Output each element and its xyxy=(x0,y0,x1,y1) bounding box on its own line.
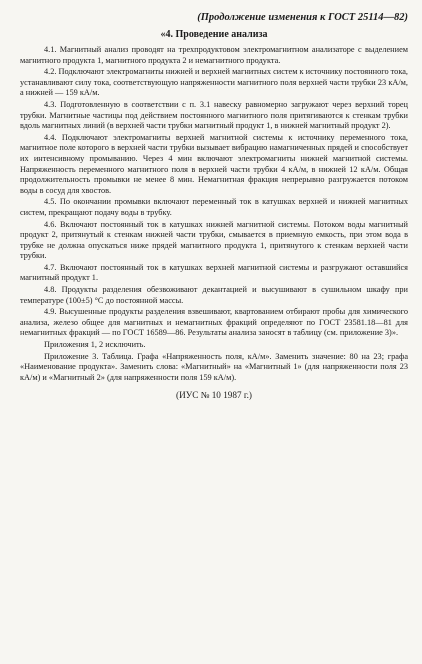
paragraph-4-7: 4.7. Включают постоянный ток в катушках верхней магнитной системы и разгружают оставшийся магнитный продукт 1. xyxy=(20,262,408,283)
paragraph-4-2: 4.2. Подключают электромагниты нижней и верхней магнитных систем к источнику постоянного тока, устанавливают силу тока, соответствующую напряженности магнитного поля верхней части трубки 23 кА/м, а нижней — 159 кА/м. xyxy=(20,67,408,98)
paragraph-4-8: 4.8. Продукты разделения обезвоживают декантацией и высушивают в сушильном шкафу при температуре (100±5) °С до постоянной массы. xyxy=(20,285,408,305)
ius-reference: (ИУС № 10 1987 г.) xyxy=(176,390,252,401)
paragraph-4-9: 4.9. Высушенные продукты разделения взвешивают, квартованием отбирают пробы для химического анализа, железо общее для магнитных и немагнитных фракций определяют по ГОСТ 23581.18—81 для немагнитных фракций — по ГОСТ 16589—86. Результаты анализа заносят в таблицу (см. приложение 3)». xyxy=(20,307,408,338)
paragraph-appendix-1-2: Приложения 1, 2 исключить. xyxy=(44,340,146,350)
paragraph-appendix-3: Приложение 3. Таблица. Графа «Напряженность поля, кА/м». Заменить значение: 80 на 23; графа «Наименование продукта». Заменить слова: «Магнитный» на «Магнитный 1» (для напряженности поля 23 кА/м) и «Магнитный 2» (для напряженности поля 159 кА/м). xyxy=(20,351,408,382)
document-body xyxy=(20,45,408,383)
paragraph-4-1: 4.1. Магнитный анализ проводят на трехпродуктовом электромагнитном анализаторе с выделением магнитного продукта 1, магнитного продукта 2 и немагнитного продукта. xyxy=(20,45,408,65)
paragraph-4-4: 4.4. Подключают электромагниты верхней магнитной системы к источнику переменного тока, магнитное поле которого в верхней части трубки вызывает вибрацию намагниченных прядей и способствует их интенсивному промыванию. Через 4 мин включают электромагниты нижней магнитной системы. Напряженность переменного магнитного поля в верхней части трубки 4 кА/м, в нижней 12 кА/м. Общая продолжительность промывки не менее 8 мин. Немагнитная фракция непрерывно разгружается потоком воды в сосуд для хвостов. xyxy=(20,132,408,195)
paragraph-4-3: 4.3. Подготовленную в соответствии с п. 3.1 навеску равномерно загружают через верхний торец трубки. Магнитные частицы под действием постоянного магнитного поля притягиваются к стенкам трубки вдоль магнитных линий (в верхней части трубки магнитный продукт 1, в нижней магнитный продукт 2). xyxy=(20,99,408,131)
paragraph-4-5: 4.5. По окончании промывки включают переменный ток в катушках верхней и нижней магнитных систем, прекращают подачу воды в трубку. xyxy=(20,197,408,217)
section-title: «4. Проведение анализа xyxy=(160,29,268,40)
page-header: (Продолжение изменения к ГОСТ 25114—82) xyxy=(197,12,408,23)
paragraph-4-6: 4.6. Включают постоянный ток в катушках нижней магнитной системы. Потоком воды магнитный продукт 2, притянутый к стенкам нижней части трубки, смывается в приемную емкость, при этом вода в трубке не должна опускаться ниже прядей магнитного продукта 1, притянутого к стенкам верхней части трубки. xyxy=(20,219,408,261)
